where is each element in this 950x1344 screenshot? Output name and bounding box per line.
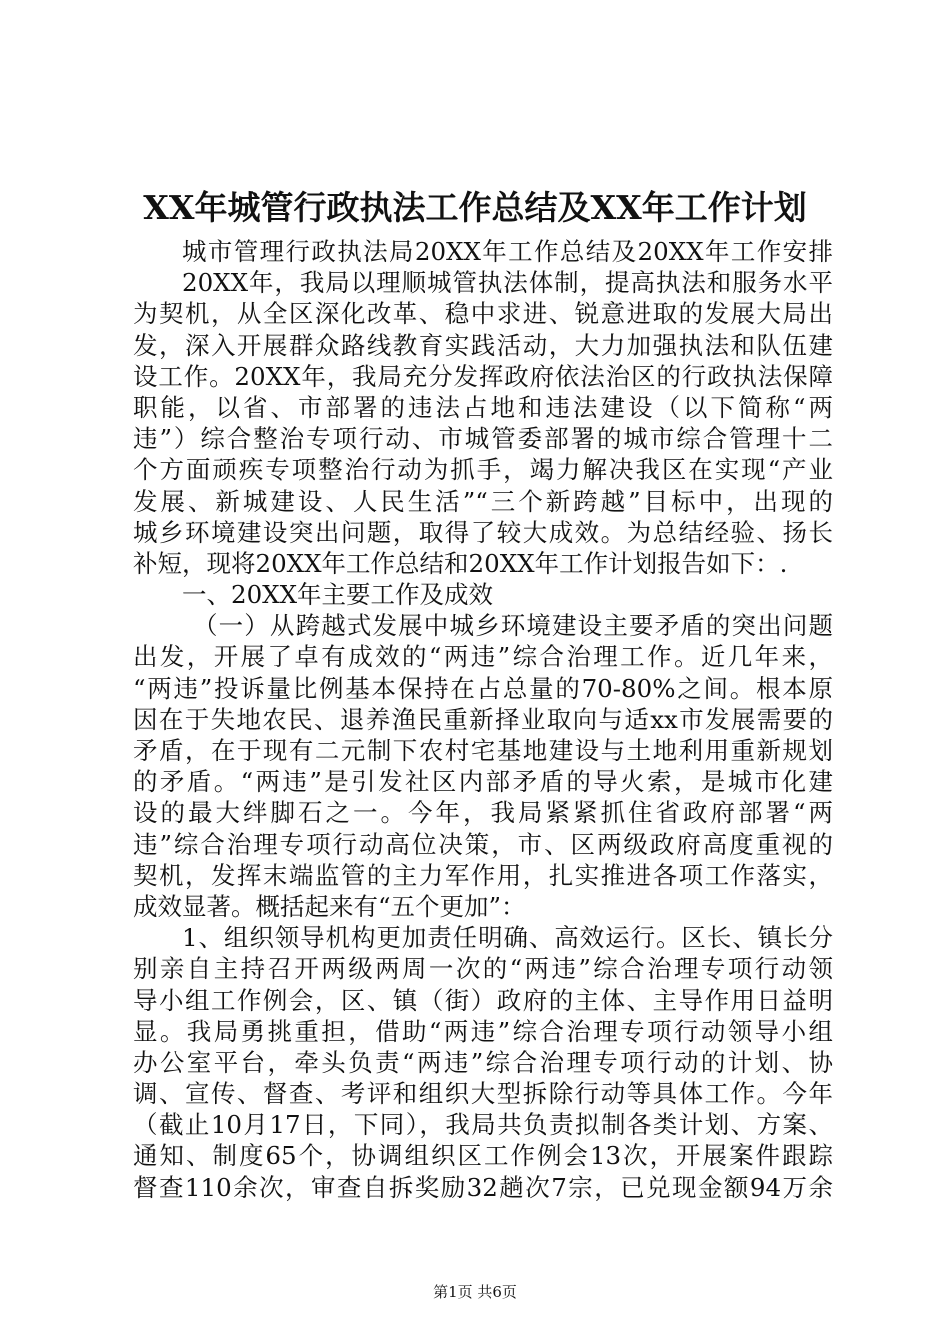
text-line: 城乡环境建设突出问题，取得了较大成效。为总结经验、扬长 bbox=[133, 517, 833, 547]
text-line: 契机，发挥末端监管的主力军作用，扎实推进各项工作落实， bbox=[133, 860, 833, 890]
text-line: 成效显著。概括起来有“五个更加”： bbox=[133, 891, 526, 921]
text-line: 城市管理行政执法局20XX年工作总结及20XX年工作安排 bbox=[182, 237, 833, 266]
text-line: 设的最大绊脚石之一。今年，我局紧紧抓住省政府部署“两 bbox=[133, 798, 833, 828]
text-line: 发展、新城建设、人民生活”“三个新跨越”目标中，出现的 bbox=[133, 486, 833, 516]
text-line: 督查110余次，审查自拆奖励32趟次7宗，已兑现金额94万余 bbox=[133, 1172, 833, 1202]
text-line: 20XX年，我局以理顺城管执法体制，提高执法和服务水平 bbox=[182, 268, 833, 298]
text-line: 显。我局勇挑重担，借助“两违”综合治理专项行动领导小组 bbox=[133, 1016, 833, 1046]
page-footer: 第1页 共6页 bbox=[433, 1283, 517, 1301]
text-line: 因在于失地农民、退养渔民重新择业取向与适xx市发展需要的 bbox=[133, 704, 833, 734]
text-line: 职能，以省、市部署的违法占地和违法建设（以下简称“两 bbox=[133, 392, 833, 422]
text-line: 发，深入开展群众路线教育实践活动，大力加强执法和队伍建 bbox=[133, 330, 833, 360]
text-line: 违”综合治理专项行动高位决策，市、区两级政府高度重视的 bbox=[133, 829, 833, 859]
document-title: XX年城管行政执法工作总结及XX年工作计划 bbox=[143, 188, 807, 227]
document-body bbox=[133, 236, 833, 1203]
text-line: 一、20XX年主要工作及成效 bbox=[182, 580, 494, 610]
text-line: 设工作。20XX年，我局充分发挥政府依法治区的行政执法保障 bbox=[133, 361, 833, 391]
text-line: 违”）综合整治专项行动、市城管委部署的城市综合管理十二 bbox=[133, 424, 833, 454]
text-line: 1、组织领导机构更加责任明确、高效运行。区长、镇长分 bbox=[182, 923, 833, 953]
text-line: （一）从跨越式发展中城乡环境建设主要矛盾的突出问题 bbox=[193, 611, 833, 641]
text-line: 为契机，从全区深化改革、稳中求进、锐意进取的发展大局出 bbox=[133, 299, 833, 329]
text-line: 的矛盾。“两违”是引发社区内部矛盾的导火索，是城市化建 bbox=[133, 767, 833, 797]
text-line: 矛盾，在于现有二元制下农村宅基地建设与土地利用重新规划 bbox=[133, 736, 833, 765]
text-line: （截止10月17日，下同），我局共负责拟制各类计划、方案、 bbox=[133, 1110, 833, 1140]
text-line: 个方面顽疾专项整治行动为抓手，竭力解决我区在实现“产业 bbox=[133, 455, 833, 485]
text-line: “两违”投诉量比例基本保持在占总量的70-80%之间。根本原 bbox=[133, 673, 833, 703]
text-line: 办公室平台，牵头负责“两违”综合治理专项行动的计划、协 bbox=[133, 1047, 833, 1077]
text-line: 补短，现将20XX年工作总结和20XX年工作计划报告如下：. bbox=[133, 548, 788, 578]
text-line: 别亲自主持召开两级两周一次的“两违”综合治理专项行动领 bbox=[133, 954, 833, 984]
text-line: 调、宣传、督查、考评和组织大型拆除行动等具体工作。今年 bbox=[133, 1079, 833, 1109]
text-line: 出发，开展了卓有成效的“两违”综合治理工作。近几年来， bbox=[133, 642, 833, 672]
text-line: 通知、制度65个，协调组织区工作例会13次，开展案件跟踪 bbox=[133, 1141, 833, 1171]
text-line: 导小组工作例会，区、镇（街）政府的主体、主导作用日益明 bbox=[133, 985, 833, 1015]
